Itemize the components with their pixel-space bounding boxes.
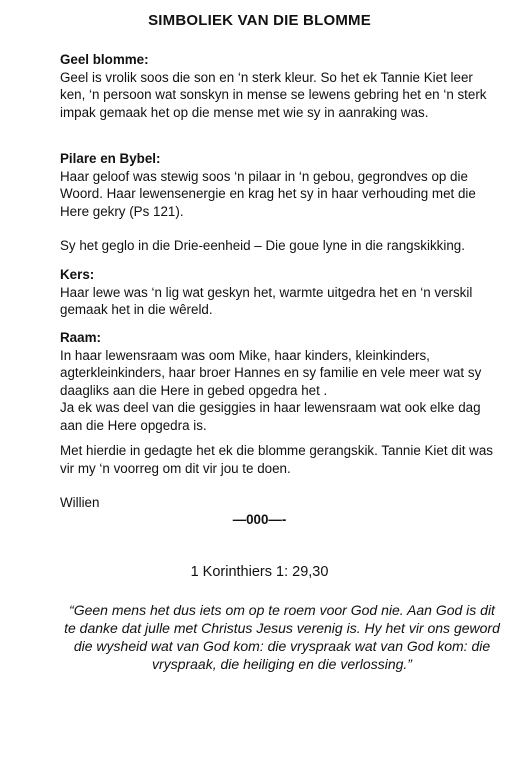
page-title: SIMBOLIEK VAN DIE BLOMME: [148, 12, 371, 29]
section-heading: Kers:: [60, 267, 95, 282]
section-body: Haar lewe was ‘n lig wat geskyn het, warmte uitgedra het en ‘n verskil gemaak het in die wêreld.: [60, 284, 473, 317]
section-pilare-en-bybel: [60, 150, 500, 255]
section-kers: [60, 266, 500, 319]
signature: Willien: [60, 495, 100, 510]
signature-block: [60, 494, 500, 512]
section-body: In haar lewensraam was oom Mike, haar kinders, kleinkinders, agterkleinkinders, haar broer Hannes en sy familie en vele meer wat sy daagliks aan die Here in gebed opgedra het .: [60, 347, 482, 398]
section-body: Haar geloof was stewig soos ‘n pilaar in ‘n gebou, gegrondves op die Woord. Haar lewensenergie en krag het sy in haar verhouding met die Here gekry (Ps 121).: [60, 168, 476, 219]
section-heading: Geel blomme:: [60, 52, 149, 67]
section-raam: [60, 329, 500, 434]
section-geel-blomme: [60, 51, 500, 121]
section-heading: Raam:: [60, 330, 101, 345]
closing-text: Met hierdie in gedagte het ek die blomme gerangskik. Tannie Kiet dit was vir my ‘n voorreg om dit vir jou te doen.: [60, 443, 493, 476]
section-body-continued: Ja ek was deel van die gesiggies in haar lewensraam wat ook elke dag aan die Here opgedra is.: [60, 400, 481, 433]
section-extra-paragraph: Sy het geglo in die Drie-eenheid – Die goue lyne in die rangskikking.: [60, 238, 465, 253]
section-heading: Pilare en Bybel:: [60, 151, 161, 166]
section-body: Geel is vrolik soos die son en ‘n sterk kleur. So het ek Tannie Kiet leer ken, ‘n persoon wat sonskyn in mense se lewens gebring het en ‘n sterk impak gemaak het op die mense met wie sy in aanraking was.: [60, 69, 487, 120]
closing-paragraph: [60, 442, 500, 477]
scripture-quote: “Geen mens het dus iets om op te roem voor God nie. Aan God is dit te danke dat julle met Christus Jesus verenig is. Hy het vir ons geword die wysheid wat van God kom: die vryspraak wat van God kom: die vryspraak, die heiliging en die verlossing.”: [64, 602, 500, 672]
verse-reference: 1 Korinthiers 1: 29,30: [190, 564, 329, 580]
section-divider: —000—-: [232, 512, 287, 527]
